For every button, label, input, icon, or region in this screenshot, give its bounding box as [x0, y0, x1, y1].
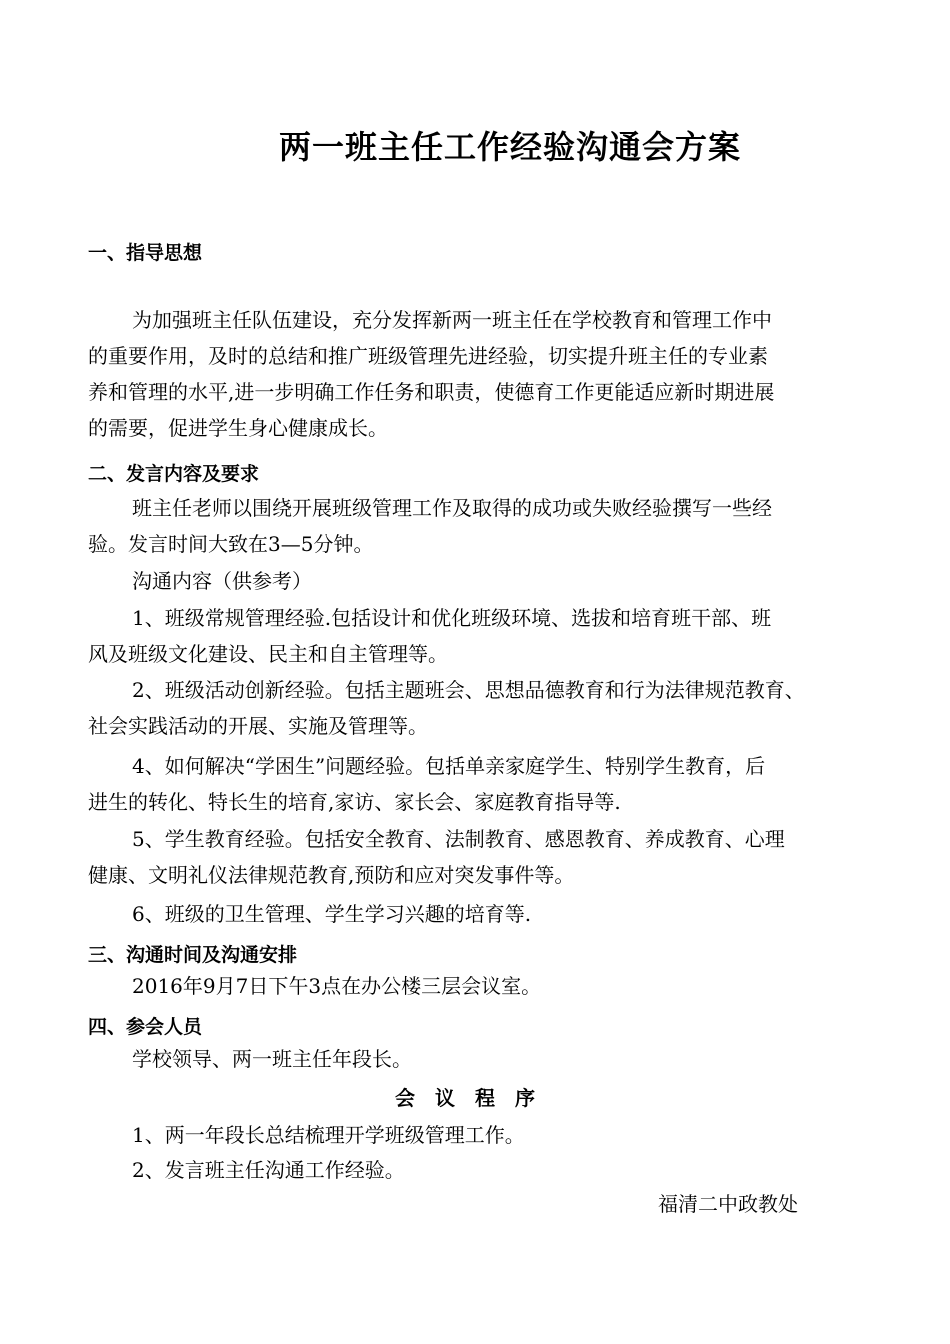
- paragraph-line: 5、学生教育经验。包括安全教育、法制教育、感恩教育、养成教育、心理: [132, 827, 785, 851]
- content-item-4: [88, 748, 878, 820]
- paragraph-line: 养和管理的水平,进一步明确工作任务和职责，使德育工作更能适应新时期进展: [88, 380, 775, 404]
- attendees-text: 学校领导、两一班主任年段长。: [132, 1047, 412, 1071]
- paragraph-line: 的重要作用，及时的总结和推广班级管理先进经验，切实提升班主任的专业素: [88, 344, 768, 368]
- content-item-5: [88, 821, 878, 893]
- paragraph-line: 1、班级常规管理经验.包括设计和优化班级环境、选拔和培育班干部、班: [132, 606, 772, 630]
- paragraph-line: 的需要，促进学生身心健康成长。: [88, 416, 388, 440]
- section-heading-time-arrangement: 三、沟通时间及沟通安排: [88, 944, 298, 966]
- paragraph-line: 社会实践活动的开展、实施及管理等。: [88, 714, 428, 738]
- section-heading-guiding-idea: 一、指导思想: [88, 242, 203, 264]
- paragraph-line: 进生的转化、特长生的培育,家访、家长会、家庭教育指导等.: [88, 790, 621, 814]
- content-item-1: [88, 600, 878, 672]
- document-title: 两一班主任工作经验沟通会方案: [278, 128, 741, 166]
- content-item-6: 6、班级的卫生管理、学生学习兴趣的培育等.: [132, 902, 532, 926]
- paragraph-line: 2、班级活动创新经验。包括主题班会、思想品德教育和行为法律规范教育、: [132, 678, 805, 702]
- meeting-time-text: 2016年9月7日下午3点在办公楼三层会议室。: [132, 974, 542, 998]
- paragraph-line: 验。发言时间大致在3—5分钟。: [88, 532, 374, 556]
- section-heading-speech-content: 二、发言内容及要求: [88, 463, 260, 485]
- paragraph-line: 为加强班主任队伍建设，充分发挥新两一班主任在学校教育和管理工作中: [132, 308, 772, 332]
- guiding-idea-paragraph: [88, 302, 878, 446]
- program-item: 2、发言班主任沟通工作经验。: [132, 1158, 405, 1182]
- paragraph-line: 班主任老师以围绕开展班级管理工作及取得的成功或失败经验撰写一些经: [132, 496, 772, 520]
- reference-content-label: 沟通内容（供参考）: [132, 569, 312, 593]
- content-item-2: [88, 672, 878, 744]
- paragraph-line: 风及班级文化建设、民主和自主管理等。: [88, 642, 448, 666]
- section-heading-attendees: 四、参会人员: [88, 1016, 203, 1038]
- meeting-program-heading: 会议程序: [395, 1086, 555, 1110]
- paragraph-line: 4、如何解决“学困生”问题经验。包括单亲家庭学生、特别学生教育，后: [132, 754, 766, 778]
- signature-department: 福清二中政教处: [658, 1192, 798, 1216]
- speech-intro-paragraph: [88, 490, 878, 562]
- paragraph-line: 健康、文明礼仪法律规范教育,预防和应对突发事件等。: [88, 863, 575, 887]
- program-item: 1、两一年段长总结梳理开学班级管理工作。: [132, 1123, 525, 1147]
